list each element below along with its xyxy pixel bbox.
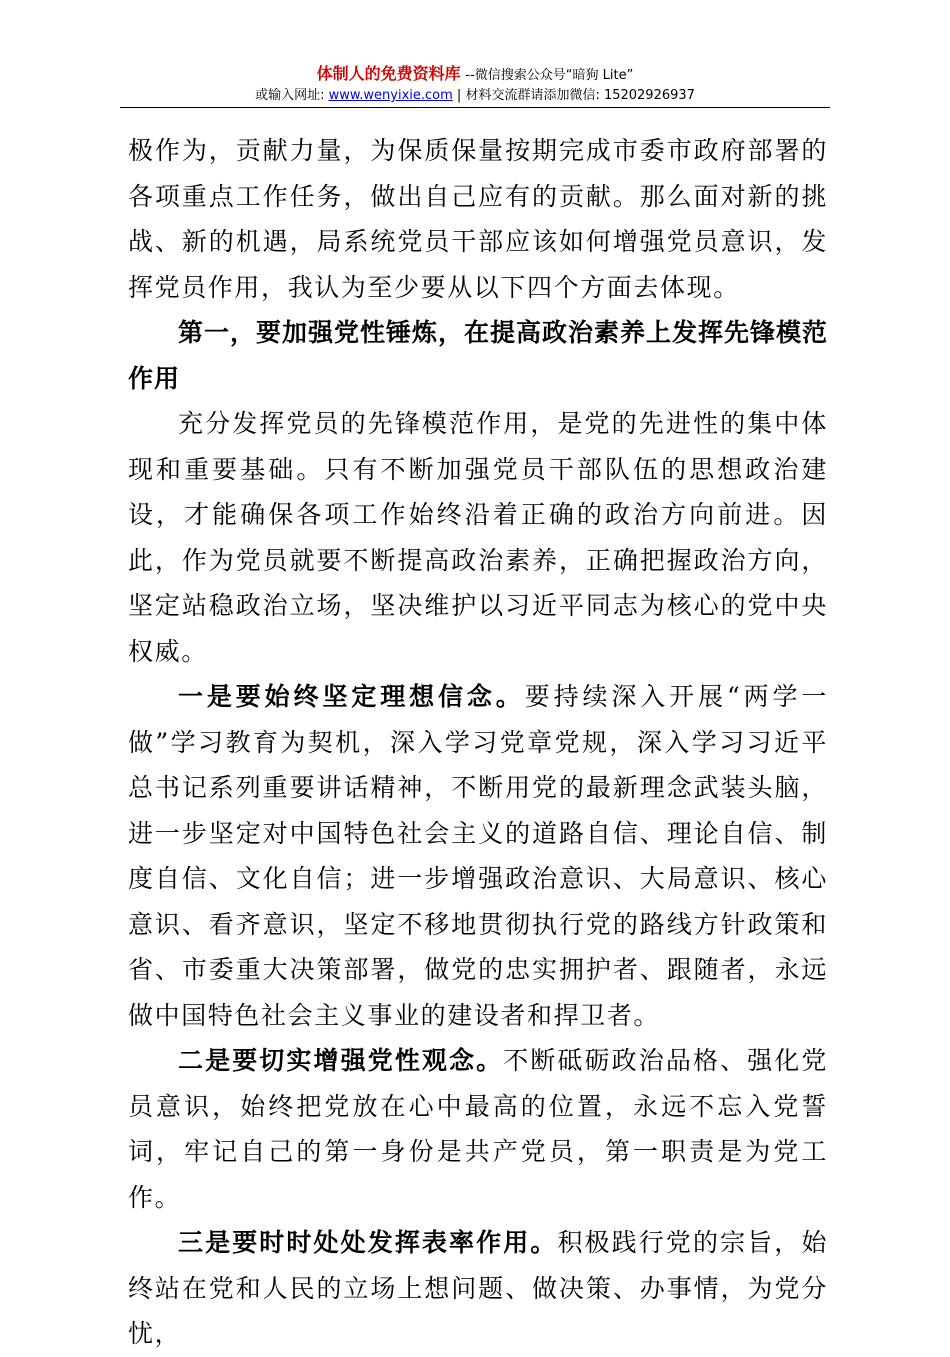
contact-info: | 材料交流群请添加微信: 15202926937 — [452, 88, 695, 103]
item-text: 积极践行党的宗旨，始终站在党和人民的立场上想问题、做决策、办事情，为党分忧， — [128, 1228, 828, 1348]
item-text: 不断砥砺政治品格、强化党员意识，始终把党放在心中最高的位置，永远不忘入党誓词，牢记自己的第一身份是共产党员，第一职责是为党工作。 — [128, 1046, 828, 1212]
section-heading: 第一，要加强党性锤炼，在提高政治素养上发挥先锋模范作用 — [128, 318, 829, 393]
item-text: 要持续深入开展“两学一做”学习教育为契机，深入学习党章党规，深入学习习近平总书记系列重要讲话精神，不断用党的最新理念武装头脑，进一步坚定对中国特色社会主义的道路自信、理论自信、制度自信、文化自信；进一步增强政治意识、大局意识、核心意识、看齐意识，坚定不移地贯彻执行党的路线方针政策和省、市委重大决策部署，做党的忠实拥护者、跟随者，永远做中国特色社会主义事业的建设者和捍卫者。 — [128, 682, 828, 1030]
website-link[interactable]: www.wenyixie.com — [328, 88, 453, 103]
paragraph: 充分发挥党员的先锋模范作用，是党的先进性的集中体现和重要基础。只有不断加强党员干部队伍的思想政治建设，才能确保各项工作始终沿着正确的政治方向前进。因此，作为党员就要不断提高政治素养，正确把握政治方向，坚定站稳政治立场，坚决维护以习近平同志为核心的党中央权威。 — [128, 409, 828, 666]
url-prefix: 或输入网址: — [255, 88, 329, 103]
list-paragraph-1 — [128, 674, 828, 1038]
header-tagline: --微信搜索公众号“暗狗 Lite” — [465, 68, 634, 83]
item-lead: 一是要始终坚定理想信念。 — [178, 682, 525, 711]
header-contact-line — [0, 87, 950, 105]
header-divider — [120, 107, 830, 108]
list-paragraph-2 — [128, 1038, 828, 1220]
list-paragraph-3 — [128, 1220, 828, 1357]
paragraph: 极作为，贡献力量，为保质保量按期完成市委市政府部署的各项重点工作任务，做出自己应有的贡献。那么面对新的挑战、新的机遇，局系统党员干部应该如何增强党员意识，发挥党员作用，我认为至少要从以下四个方面去体现。 — [128, 136, 828, 302]
item-lead: 二是要切实增强党性观念。 — [178, 1046, 504, 1075]
page-header — [0, 64, 950, 105]
item-lead: 三是要时时处处发挥表率作用。 — [178, 1228, 558, 1257]
brand-title: 体制人的免费资料库 — [316, 64, 461, 83]
header-title-line — [0, 64, 950, 86]
document-body — [128, 128, 828, 1357]
